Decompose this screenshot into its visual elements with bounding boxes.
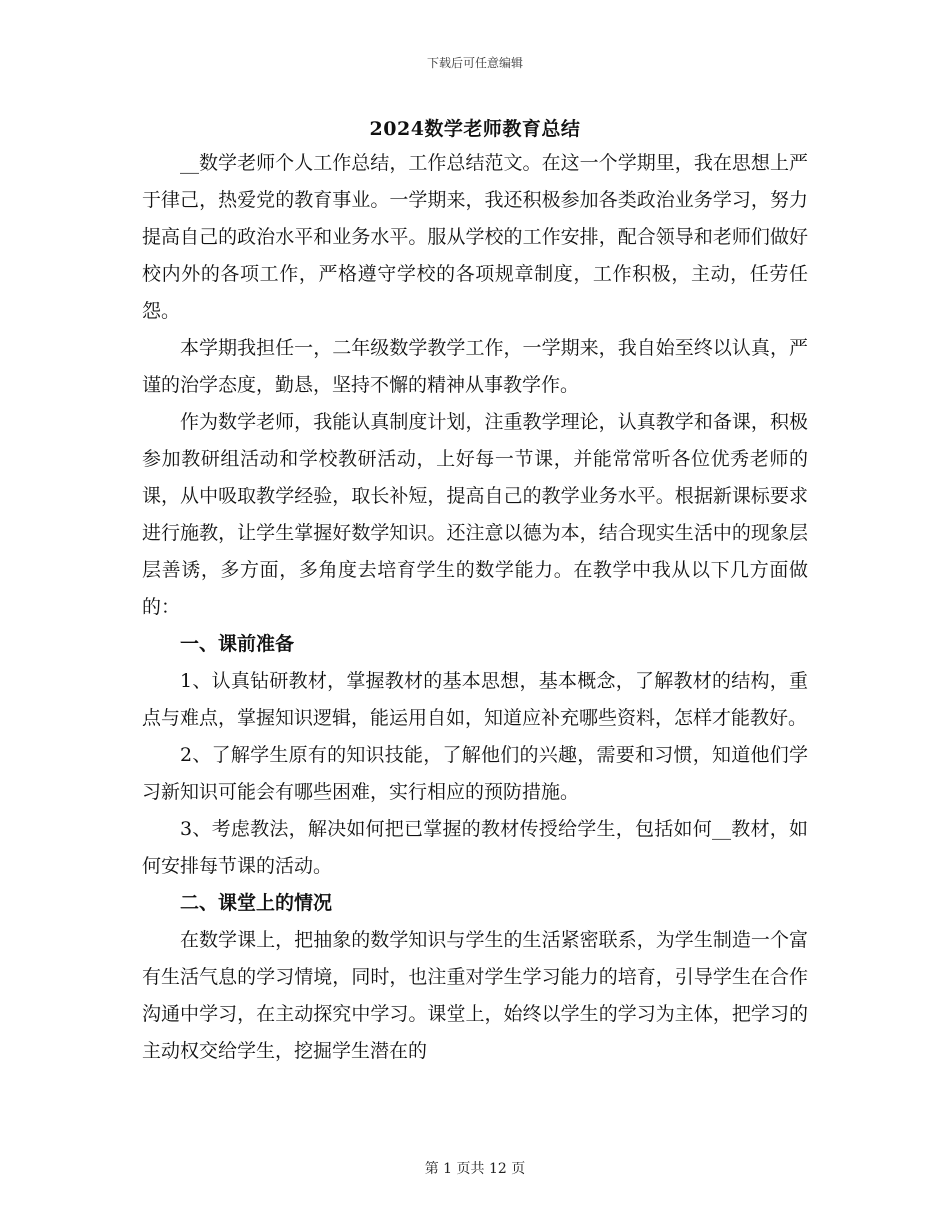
paragraph-intro: __数学老师个人工作总结，工作总结范文。在这一个学期里，我在思想上严于律己，热爱党的教育事业。一学期来，我还积极参加各类政治业务学习，努力提高自己的政治水平和业务水平。服从学校的工作安排，配合领导和老师们做好校内外的各项工作，严格遵守学校的各项规章制度，工作积极，主动，任劳任怨。 <box>142 152 808 322</box>
document-body <box>142 145 808 1070</box>
paragraph-assignment: 本学期我担任一，二年级数学教学工作，一学期来，我自始至终以认真，严谨的治学态度，勤恳，坚持不懈的精神从事教学作。 <box>142 337 808 396</box>
section-heading-preparation: 一、课前准备 <box>180 633 295 655</box>
paragraph-approach: 作为数学老师，我能认真制度计划，注重教学理论，认真教学和备课，积极参加教研组活动和学校教研活动，上好每一节课，并能常常听各位优秀老师的课，从中吸取教学经验，取长补短，提高自己的教学业务水平。根据新课标要求进行施教，让学生掌握好数学知识。还注意以德为本，结合现实生活中的现象层层善诱，多方面，多角度去培育学生的数学能力。在教学中我从以下几方面做的： <box>142 411 808 618</box>
section-heading-classroom: 二、课堂上的情况 <box>180 892 333 914</box>
page-number: 第 1 页共 12 页 <box>424 1161 526 1177</box>
list-item-study-materials: 1、认真钻研教材，掌握教材的基本思想，基本概念，了解教材的结构，重点与难点，掌握知识逻辑，能运用自如，知道应补充哪些资料，怎样才能教好。 <box>142 670 808 729</box>
document-title: 2024数学老师教育总结 <box>369 118 581 140</box>
paragraph-classroom: 在数学课上，把抽象的数学知识与学生的生活紧密联系，为学生制造一个富有生活气息的学习情境，同时，也注重对学生学习能力的培育，引导学生在合作沟通中学习，在主动探究中学习。课堂上，始终以学生的学习为主体，把学习的主动权交给学生，挖掘学生潜在的 <box>142 929 808 1062</box>
list-item-teaching-methods: 3、考虑教法，解决如何把已掌握的教材传授给学生，包括如何__教材，如何安排每节课的活动。 <box>142 818 808 877</box>
list-item-understand-students: 2、了解学生原有的知识技能，了解他们的兴趣，需要和习惯，知道他们学习新知识可能会有哪些困难，实行相应的预防措施。 <box>142 744 808 803</box>
page-header-note: 下载后可任意编辑 <box>426 56 523 70</box>
